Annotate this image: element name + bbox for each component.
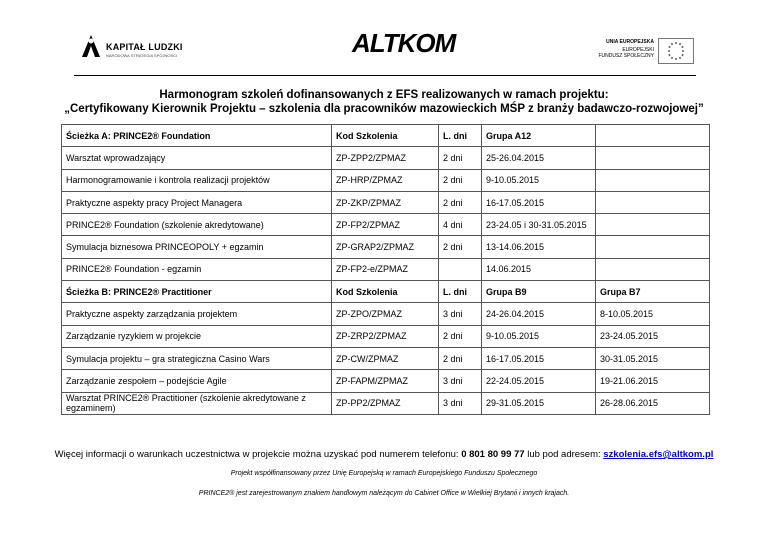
table-row [62,392,710,414]
cell-group-a: 24-26.04.2015 [482,303,596,325]
cell-course-code: ZP-PP2/ZPMAZ [332,392,439,414]
cell-course-name: Symulacja biznesowa PRINCEOPOLY + egzamin [62,236,332,258]
cell-days: 2 dni [439,325,482,347]
kapital-ludzki-logo [80,33,190,63]
cell-days: 3 dni [439,303,482,325]
cell-course-name: Warsztat wprowadzający [62,147,332,169]
contact-middle: lub pod adresem: [524,449,604,460]
cell-course-code: ZP-ZPO/ZPMAZ [332,303,439,325]
cell-group-b: 19-21.06.2015 [596,370,710,392]
altkom-logo: ALTKOM [352,28,456,58]
cell-course-code: ZP-FAPM/ZPMAZ [332,370,439,392]
cell-group-b: 30-31.05.2015 [596,347,710,369]
eu-flag-icon [658,38,694,64]
kapital-ludzki-subtitle: NARODOWA STRATEGIA SPÓJNOŚCI [106,53,178,58]
cell-group-b [596,147,710,169]
cell-days: 3 dni [439,392,482,414]
table-row [62,258,710,280]
table-row [62,169,710,191]
cell-course-name: Praktyczne aspekty pracy Project Managera [62,191,332,213]
cell-group-b [596,214,710,236]
table-row [62,236,710,258]
cell-course-code: ZP-CW/ZPMAZ [332,347,439,369]
cell-days: 2 dni [439,236,482,258]
cell-days: 2 dni [439,347,482,369]
cell-group-a: 22-24.05.2015 [482,370,596,392]
header-group-a: Grupa B9 [482,281,596,303]
eu-line1: EUROPEJSKI [622,47,654,53]
schedule-table [61,124,710,415]
contact-prefix: Więcej informacji o warunkach uczestnictwa w projekcie można uzyskać pod numerem telefonu: [54,449,462,460]
cell-course-name: Praktyczne aspekty zarządzania projektem [62,303,332,325]
cell-group-a: 16-17.05.2015 [482,191,596,213]
cofinanced-note: Projekt współfinansowany przez Unię Europejską w ramach Europejskiego Funduszu Społecznego [230,470,538,477]
trademark-note: PRINCE2® jest zarejestrowanym znakiem handlowym należącym do Cabinet Office w Wielkiej Brytanii i innych krajach. [198,490,570,497]
cell-course-name: PRINCE2® Foundation (szkolenie akredytowane) [62,214,332,236]
table-row [62,370,710,392]
cell-group-a: 16-17.05.2015 [482,347,596,369]
header-group-b [596,125,710,147]
contact-phone: 0 801 80 99 77 [461,449,525,460]
cell-course-name: PRINCE2® Foundation - egzamin [62,258,332,280]
cell-course-name: Zarządzanie ryzykiem w projekcie [62,325,332,347]
cell-course-code: ZP-FP2-e/ZPMAZ [332,258,439,280]
cell-course-code: ZP-ZRP2/ZPMAZ [332,325,439,347]
cell-group-b [596,258,710,280]
header-course-name: Ścieżka A: PRINCE2® Foundation [62,125,332,147]
cell-group-a: 23-24.05 i 30-31.05.2015 [482,214,596,236]
header-course-code: Kod Szkolenia [332,125,439,147]
header-course-name: Ścieżka B: PRINCE2® Practitioner [62,281,332,303]
cell-group-a: 29-31.05.2015 [482,392,596,414]
cell-group-b: 26-28.06.2015 [596,392,710,414]
cell-days: 2 dni [439,147,482,169]
page-title: Harmonogram szkoleń dofinansowanych z EFS realizowanych w ramach projektu: [159,89,609,101]
cell-group-b [596,191,710,213]
cell-course-name: Symulacja projektu – gra strategiczna Casino Wars [62,347,332,369]
table-row [62,147,710,169]
cell-course-name: Zarządzanie zespołem – podejście Agile [62,370,332,392]
kapital-ludzki-title: KAPITAŁ LUDZKI [106,42,183,52]
eu-logo [590,38,700,64]
cell-group-b [596,169,710,191]
table-header-row [62,281,710,303]
cell-group-a: 13-14.06.2015 [482,236,596,258]
cell-group-a: 9-10.05.2015 [482,169,596,191]
header-divider [74,75,696,76]
cell-group-a: 9-10.05.2015 [482,325,596,347]
cell-group-b: 8-10.05.2015 [596,303,710,325]
table-row [62,347,710,369]
cell-course-name: Harmonogramowanie i kontrola realizacji projektów [62,169,332,191]
cell-course-code: ZP-ZPP2/ZPMAZ [332,147,439,169]
kapital-ludzki-emblem-icon [80,33,102,59]
table-header-row [62,125,710,147]
table-row [62,325,710,347]
cell-days: 3 dni [439,370,482,392]
header-group-a: Grupa A12 [482,125,596,147]
header-days: L. dni [439,281,482,303]
cell-course-code: ZP-ZKP/ZPMAZ [332,191,439,213]
cell-course-name: Warsztat PRINCE2® Practitioner (szkolenie akredytowane z egzaminem) [62,392,332,414]
cell-days [439,258,482,280]
project-title: „Certyfikowany Kierownik Projektu – szkolenia dla pracowników mazowieckich MŚP z branży badawczo-rozwojowej” [64,103,704,115]
cell-group-a: 25-26.04.2015 [482,147,596,169]
table-row [62,303,710,325]
cell-course-code: ZP-GRAP2/ZPMAZ [332,236,439,258]
header-course-code: Kod Szkolenia [332,281,439,303]
eu-line2: FUNDUSZ SPOŁECZNY [598,53,654,59]
header-days: L. dni [439,125,482,147]
cell-days: 2 dni [439,169,482,191]
table-row [62,214,710,236]
table-row [62,191,710,213]
header-group-b: Grupa B7 [596,281,710,303]
cell-group-a: 14.06.2015 [482,258,596,280]
cell-group-b: 23-24.05.2015 [596,325,710,347]
cell-course-code: ZP-HRP/ZPMAZ [332,169,439,191]
contact-email-link[interactable]: szkolenia.efs@altkom.pl [603,449,714,460]
cell-course-code: ZP-FP2/ZPMAZ [332,214,439,236]
cell-days: 4 dni [439,214,482,236]
cell-days: 2 dni [439,191,482,213]
eu-title: UNIA EUROPEJSKA [606,39,654,45]
contact-info [0,449,768,460]
cell-group-b [596,236,710,258]
